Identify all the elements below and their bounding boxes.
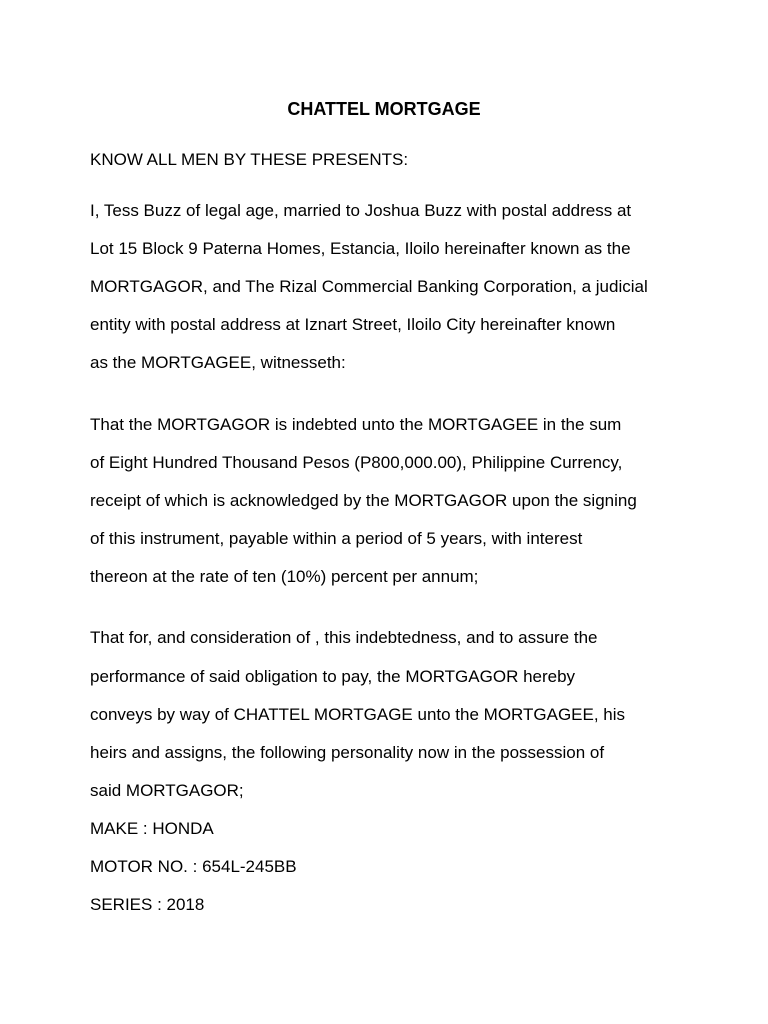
paragraph1-line: as the MORTGAGEE, witnesseth:: [90, 353, 346, 372]
intro-line: KNOW ALL MEN BY THESE PRESENTS:: [90, 150, 409, 169]
paragraph3-line: heirs and assigns, the following personality now in the possession of: [90, 743, 605, 762]
paragraph2-line: That the MORTGAGOR is indebted unto the MORTGAGEE in the sum: [90, 415, 622, 434]
paragraph2-line: thereon at the rate of ten (10%) percent per annum;: [90, 567, 479, 586]
paragraph1-line: entity with postal address at Iznart Street, Iloilo City hereinafter known: [90, 315, 616, 334]
document-title: CHATTEL MORTGAGE: [287, 99, 481, 119]
paragraph1-line: I, Tess Buzz of legal age, married to Joshua Buzz with postal address at: [90, 201, 632, 220]
vehicle-motor-number: MOTOR NO. : 654L-245BB: [90, 857, 297, 876]
paragraph3-line: conveys by way of CHATTEL MORTGAGE unto the MORTGAGEE, his: [90, 705, 626, 724]
paragraph2-line: receipt of which is acknowledged by the MORTGAGOR upon the signing: [90, 491, 637, 510]
paragraph2-line: of this instrument, payable within a period of 5 years, with interest: [90, 529, 583, 548]
vehicle-make: MAKE : HONDA: [90, 819, 214, 838]
paragraph3-line: said MORTGAGOR;: [90, 781, 244, 800]
paragraph2-line: of Eight Hundred Thousand Pesos (P800,000.00), Philippine Currency,: [90, 453, 623, 472]
vehicle-series: SERIES : 2018: [90, 895, 205, 914]
paragraph1-line: MORTGAGOR, and The Rizal Commercial Banking Corporation, a judicial: [90, 277, 648, 296]
paragraph3-line: That for, and consideration of , this indebtedness, and to assure the: [90, 628, 598, 647]
paragraph1-line: Lot 15 Block 9 Paterna Homes, Estancia, Iloilo hereinafter known as the: [90, 239, 631, 258]
paragraph3-line: performance of said obligation to pay, the MORTGAGOR hereby: [90, 667, 576, 686]
